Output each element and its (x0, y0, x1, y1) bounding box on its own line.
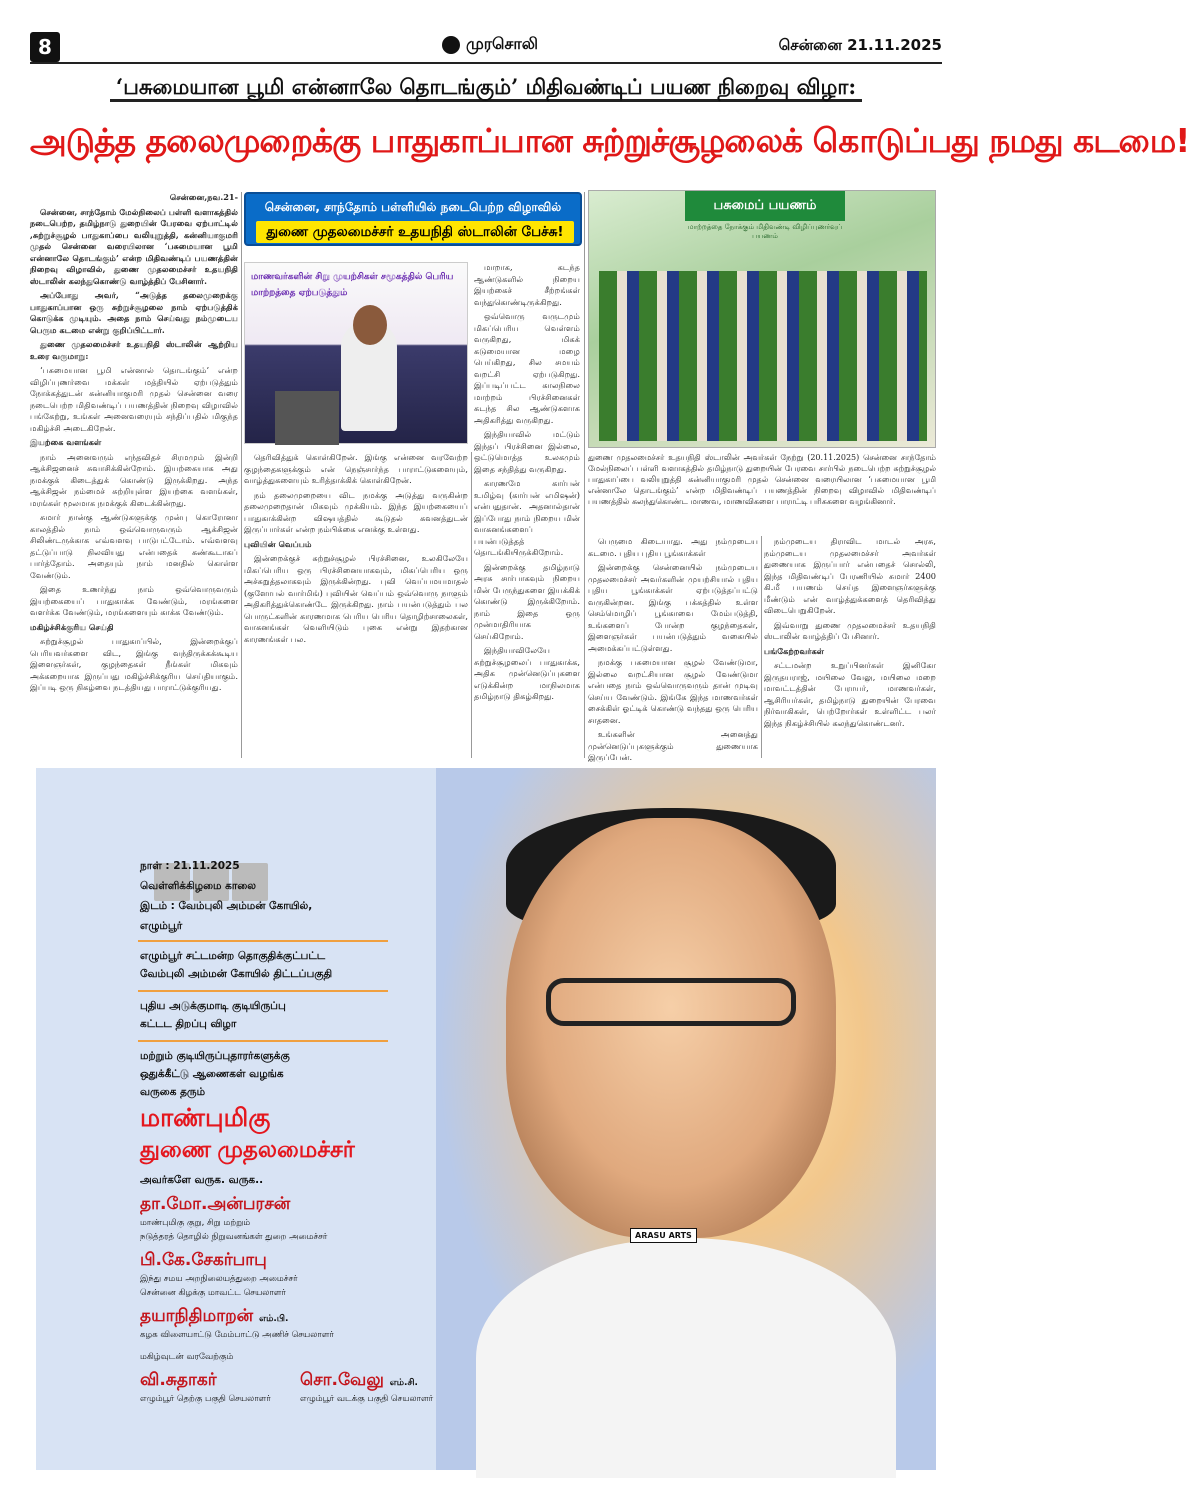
paragraph: இன்றைக்கு தமிழ்நாடு அரசு சார்பாகவும் நிறைய மின் பேருந்துகளை இயக்கிக் கொண்டு இருக்கிறோம். நாம் இதை ஒரு முன்மாதிரியாக செய்கிறோம். (474, 561, 580, 641)
paragraph: நமக்கு பசுமையான சூழல் வேண்டுமா, இல்லை வறட்சியான சூழல் வேண்டுமா என்பதை நாம் ஒவ்வொருவரும் தான் முடிவு செய்ய வேண்டும். இங்கே இந்த மாணவர்கள் சைக்கிள் ஓட்டிக் கொண்டு வந்தது ஒரு பெரிய சாதனை. (588, 657, 758, 725)
ad-host-name: பி.கே.சேகர்பாபு (140, 1250, 267, 1270)
speaker-head (353, 305, 387, 345)
podium (275, 391, 339, 445)
ad-date: நாள் : 21.11.2025 (140, 860, 240, 872)
ad-divider (138, 1040, 388, 1042)
ad-host-name-text: சொ.வேலு (300, 1370, 384, 1390)
ad-event-line: வருகை தரும் (140, 1086, 206, 1098)
group-photo (588, 190, 936, 448)
paper-logo-icon (442, 36, 460, 54)
ad-guest: துணை முதலமைச்சர் (140, 1136, 355, 1162)
page-number: 8 (30, 32, 60, 62)
issue-date: சென்னை 21.11.2025 (778, 36, 942, 54)
ad-host-name: தா.மோ.அன்பரசன் (140, 1194, 291, 1214)
paragraph: நாம் அனைவரும் எந்தவிதச் சிரமமும் இன்றி ஆக்சிஜனைச் சுவாசிக்கின்றோம். இயற்கையாக அது நமக்குக் கிடைத்துக் கொண்டு இருக்கிறது. அந்த ஆக்சிஜன் நம்மைச் சுற்றியுள்ள இயற்கை வளங்கள், மரங்கள் மூலமாக நமக்குக் கிடைக்கின்றது. (30, 451, 238, 508)
speaker-photo (244, 262, 468, 444)
ad-host-name-text: தயாநிதிமாறன் (140, 1306, 254, 1326)
ad-divider (138, 990, 388, 992)
leader-portrait (506, 818, 836, 1238)
subheading: புவியின் வெப்பம் (244, 538, 312, 549)
ad-event-line: புதிய அடுக்குமாடி குடியிருப்பு (140, 1000, 286, 1012)
column-divider (584, 192, 585, 758)
dateline: சென்னை,நவ.21- (169, 192, 238, 202)
ad-event-line: மற்றும் குடியிருப்புதாரர்களுக்கு (140, 1050, 290, 1062)
paragraph: உங்களின் அனைத்து முன்னெடுப்புகளுக்கும் துணையாக இருப்பேன். (588, 729, 758, 762)
ad-host-suffix: எம்.பி. (259, 1314, 289, 1324)
paragraph: மாறாக, கடந்த ஆண்டுகளில் நிறைய இயற்கைச் சீற்றங்கள் வந்துகொண்டிருக்கிறது. (474, 262, 580, 307)
paragraph: இந்தியாவில் மட்டும் இந்தப் பிரச்சினை இல்லை, ஒட்டுமொத்த உலகமும் இதை சந்தித்து வருகிறது. (474, 429, 580, 474)
page-header (30, 30, 942, 64)
group-crowd (599, 271, 927, 441)
ad-host-name (140, 1306, 288, 1328)
masthead (442, 34, 538, 55)
portrait-shirt (476, 1238, 896, 1478)
paragraph: இவ்வாறு துணை முதலமைச்சர் உதயநிதி ஸ்டாலின் வாழ்த்திப் பேசினார். (764, 619, 936, 641)
ad-venue: இடம் : வேம்புலி அம்மன் கோயில், (140, 900, 313, 912)
ad-event-line: ஒதுக்கீட்டு ஆணைகள் வழங்க (140, 1068, 284, 1080)
inset-line-1: சென்னை, சாந்தோம் பள்ளியில் நடைபெற்ற விழாவில் (264, 200, 562, 214)
paragraph: நம் தலைமுறையை விட நமக்கு அடுத்து வருகின்ற தலைமுறைதான் மிகவும் முக்கியம். இந்த இயற்கையைப் பாதுகாக்கின்ற விஷயத்தில் கூடுதல் கவனத்துடன் இருப்பார்கள் என்ற நம்பிக்கை எனக்கு உள்ளது. (244, 489, 468, 534)
ad-host-designation: மாண்புமிகு குறு, சிறு மற்றும் (140, 1218, 251, 1228)
article-column-1 (30, 192, 238, 758)
ad-host-name (300, 1370, 418, 1392)
headline: அடுத்த தலைமுறைக்கு பாதுகாப்பான சுற்றுச்சூழலைக் கொடுப்பது நமது கடமை! (30, 121, 1189, 160)
ad-time: வெள்ளிக்கிழமை காலை (140, 880, 256, 892)
paragraph: சுற்றுச்சூழல் பாதுகாப்பில், இன்றைக்குப் பெரியவர்களை விட, இங்கு வந்திருக்கக்கூடிய இளைஞர்கள், குழந்தைகள் நீங்கள் மிகவும் அக்கறையாக இருப்பது மகிழ்ச்சிக்குரிய செய்தியாகும். இப்படி ஒரு நிகழ்வை நடத்தியது பாராட்டுக்குரியது. (30, 636, 238, 692)
ad-host-suffix: எம்.சி. (389, 1378, 418, 1388)
article-column-4 (588, 536, 758, 762)
paragraph: தெரிவித்துக் கொள்கிறேன். இங்கு என்னை வரவேற்ற குழந்தைகளுக்கும் என் நெஞ்சார்ந்த பாராட்டுகளையும், வாழ்த்துகளையும் உரித்தாக்கிக் கொள்கிறேன். (244, 452, 468, 485)
photo-banner-title: பசுமைப் பயணம் (685, 191, 845, 221)
column-divider (241, 192, 242, 758)
ad-divider (138, 940, 388, 942)
ad-host-designation: சென்னை கிழக்கு மாவட்ட செயலாளர் (140, 1288, 286, 1298)
paragraph: நம்முடைய திராவிட மாடல் அரசு, நம்முடைய முதலமைச்சர் அவர்கள் துணையாக இருப்பார் என்பதைச் சொல்லி, இந்த மிதிவண்டிப் பேரணியில் சுமார் 2400 கி.மீ பயணம் செய்த இளைஞர்களுக்கு மீண்டும் என் வாழ்த்துக்களைத் தெரிவித்து விடைபெறுகிறேன். (764, 536, 936, 615)
paragraph: இன்றைக்குச் சுற்றுச்சூழல் பிரச்சினை, உலகிலேயே மிகப்பெரிய ஒரு பிரச்சினையாகவும், மிகப்பெரிய ஒரு அச்சுறுத்தலாகவும் இருக்கின்றது. புவி வெப்பமயமாதல் (குளோபல் வார்மிங்) புவியின் வெப்பம் ஒவ்வொரு நாளும் அதிகரித்துக்கொண்டே இருக்கிறது. நாம் பயன்படுத்தும் பல பொருட்களின் காரணமாக பெரிய பெரிய தொழிற்சாலைகள், வாகனங்கள் வெளியிடும் புகை என்று இதற்கான காரணங்கள் பல. (244, 553, 468, 644)
paragraph: பெருமை கிடையாது. அது நம்முடைய கடமை. புதிய புதிய பூங்காக்கள் (588, 536, 758, 558)
article-column-5 (764, 536, 936, 758)
paragraph: சட்டமன்ற உறுப்பினர்கள் இனிகோ இருதயராஜ், மயிலை வேலு, மயிலை மறை மாவட்டத்தின் பேராயர், மாணவர்கள், ஆசிரியர்கள், தமிழ்நாடு துறையின் பேரவை நிர்வாகிகள், பெற்றோர்கள் உள்ளிட்ட பலர் இந்த நிகழ்ச்சியில் கலந்துகொண்டனர். (764, 660, 936, 728)
ad-greet-label: மகிழ்வுடன் வரவேற்கும் (140, 1352, 234, 1362)
ad-host-designation: நடுத்தரத் தொழில் நிறுவனங்கள் துறை அமைச்சர் (140, 1232, 328, 1242)
paragraph: இதை உணர்ந்து நாம் ஒவ்வொருவரும் இயற்கையைப் பாதுகாக்க வேண்டும், மரங்களை வளர்க்க வேண்டும், மரங்களையும் காக்க வேண்டும். (30, 584, 238, 617)
portrait-glasses (546, 978, 796, 1026)
paragraph: ‘பசுமையான பூமி என்னால் தொடங்கும்’ என்ற விழிப்புணர்வை மக்கள் மத்தியில் ஏற்படுத்தும் நோக்கத்துடன் கன்னியாகுமரி முதல் சென்னை வரை நடைபெற்ற மிதிவண்டிப் பயணத்தின் நிறைவு விழாவில் பங்கேற்று, உங்கள் அனைவரையும் சந்திப்பதில் மிகுந்த மகிழ்ச்சி அடைகிறேன். (30, 365, 238, 433)
ad-venue-2: எழும்பூர் (140, 920, 183, 932)
paragraph: சுமார் நான்கு ஆண்டுகளுக்கு முன்பு கொரோனா காலத்தில் நாம் ஒவ்வொருவரும் ஆக்சிஜன் சிலிண்டருக்காக எவ்வளவு பாடுபட்டோம். எவ்வளவு தட்டுப்பாடு நிலவியது என்பதைக் கண்கூடாகப் பார்த்தோம். அதையும் நாம் மனதில் கொள்ள வேண்டும். (30, 512, 238, 580)
inset-line-2: துணை முதலமைச்சர் உதயநிதி ஸ்டாலின் பேச்சு! (256, 221, 574, 243)
paragraph: இந்தியாவிலேயே சுற்றுச்சூழலைப் பாதுகாக்க, அதிக முன்னெடுப்புகளை எடுக்கின்ற மாநிலமாக தமிழ்நாடு திகழ்கிறது. (474, 645, 580, 701)
ad-credit: ARASU ARTS (630, 1228, 697, 1243)
paper-name: முரசொலி (466, 34, 538, 53)
inset-banner (244, 192, 582, 246)
paragraph: ஒவ்வொரு வருடமும் மிகப்பெரிய வெள்ளம் வருகிறது, மிகக் கடுமையான மழை பெய்கிறது, சில சமயம் வறட்சி ஏற்படுகிறது. இப்படிப்பட்ட காலநிலை மாற்றம் பிரச்சினைகள் கடந்த சில ஆண்டுகளாக அதிகரித்து வருகிறது. (474, 311, 580, 425)
ad-event-line: வேம்புலி அம்மன் கோயில் திட்டப்பகுதி (140, 968, 333, 980)
ad-host-designation: இந்து சமய அறநிலையத்துறை அமைச்சர் (140, 1274, 298, 1284)
kicker (30, 74, 942, 102)
stage-banner-text: மாணவர்களின் சிறு முயற்சிகள் சமூகத்தில் பெரிய மாற்றத்தை ஏற்படுத்தும் (251, 272, 454, 298)
subheading: பங்கேற்றவர்கள் (764, 645, 825, 656)
paragraph: துணை முதலமைச்சர் உதயநிதி ஸ்டாலின் ஆற்றிய உரை வருமாறு: (30, 339, 238, 361)
article-column-3 (474, 262, 580, 758)
ad-welcome: அவர்களே வருக. வருக.. (140, 1174, 264, 1186)
ad-host-designation: எழும்பூர் தெற்கு பகுதி செயலாளர் (140, 1394, 271, 1404)
ad-host-designation: கழக விளையாட்டு மேம்பாட்டு அணிச் செயலாளர் (140, 1330, 334, 1340)
ad-event-line: எழும்பூர் சட்டமன்ற தொகுதிக்குட்பட்ட (140, 950, 326, 962)
paragraph: அப்போது அவர், “அடுத்த தலைமுறைக்கு பாதுகாப்பான ஒரு சுற்றுச்சூழலை நாம் ஏற்படுத்திக் கொடுக்க முடியும். அதை நாம் செய்வது நம்முடைய பெரும கடமை என்று குறிப்பிட்டார். (30, 290, 238, 335)
ad-host-designation: எழும்பூர் வடக்கு பகுதி செயலாளர் (300, 1394, 434, 1404)
ad-event-line: கட்டட திறப்பு விழா (140, 1018, 237, 1030)
subheading: மகிழ்ச்சிக்குரிய செய்தி (30, 621, 114, 632)
column-divider (761, 536, 762, 758)
ad-host-name: வி.சுதாகர் (140, 1370, 217, 1390)
lead-paragraph: சென்னை, சாந்தோம் மேல்நிலைப் பள்ளி வளாகத்தில் நடைபெற்ற, தமிழ்நாடு துறையின் பேரவை ஏற்பாட்டில் ,சுற்றுச்சூழல் பாதுகாப்பை வலியுறுத்தி, கன்னியாகுமரி முதல் சென்னை வரையிலான ‘பசுமையான பூமி என்னாலே தொடங்கும்’ என்ற மிதிவண்டிப் பயணத்தின் நிறைவு விழாவில், துணை முதலமைச்சர் உதயநிதி ஸ்டாலின் கலந்துகொண்டு வாழ்த்திப் பேசினார். (30, 206, 238, 286)
column-divider (471, 452, 472, 758)
ad-honour: மாண்புமிகு (140, 1104, 271, 1132)
paragraph: காரணமே கார்பன் உமிழ்வு (கார்பன் எமிஷன்) என்பதுதான். அதனால்தான் இப்போது நாம் நிறைய மின் வாகனங்களைப் பயன்படுத்தத் தொடங்கியிருக்கிறோம். (474, 478, 580, 557)
photo-banner-subtitle: மாற்றத்தை நோக்கும் மிதிவண்டி விழிப்புணர்வுப் பயணம் (687, 223, 843, 240)
paragraph: இன்றைக்கு சென்னையில் நம்முடைய முதலமைச்சர் அவர்களின் முயற்சியால் புதிய புதிய பூங்காக்கள் ஏற்படுத்தப்பட்டு வருகின்றன. இங்கு பக்கத்தில் உள்ள செம்மொழிப் பூங்காவை மேம்படுத்தி, உங்களைப் போன்ற குழந்தைகள், இளைஞர்கள் பயன்படுத்தும் வகையில் அமைக்கப்பட்டுள்ளது. (588, 562, 758, 653)
subheading: இயற்கை வளங்கள் (30, 437, 102, 447)
kicker-text: ‘பசுமையான பூமி என்னாலே தொடங்கும்’ மிதிவண்டிப் பயண நிறைவு விழா: (110, 74, 862, 102)
photo-caption: துணை முதலமைச்சர் உதயநிதி ஸ்டாலின் அவர்கள் நேற்று (20.11.2025) சென்னை சாந்தோம் மேல்நிலைப் பள்ளி வளாகத்தில் தமிழ்நாடு துறையின் பேரவை சார்பில் நடைபெற்ற சுற்றுச்சூழல் பாதுகாப்பை வலியுறுத்தி கன்னியாகுமரி முதல் சென்னை வரையிலான ‘பசுமையான பூமி என்னாலே தொடங்கும்’ என்ற மிதிவண்டிப் பயணத்தின் நிறைவு விழாவில் மிதிவண்டிப் பயணத்தில் கலந்துகொண்ட மாணவ, மாணவிகளை பாராட்டி பரிசுகளை வழங்கினார். (588, 453, 936, 506)
article-column-2 (244, 452, 468, 758)
